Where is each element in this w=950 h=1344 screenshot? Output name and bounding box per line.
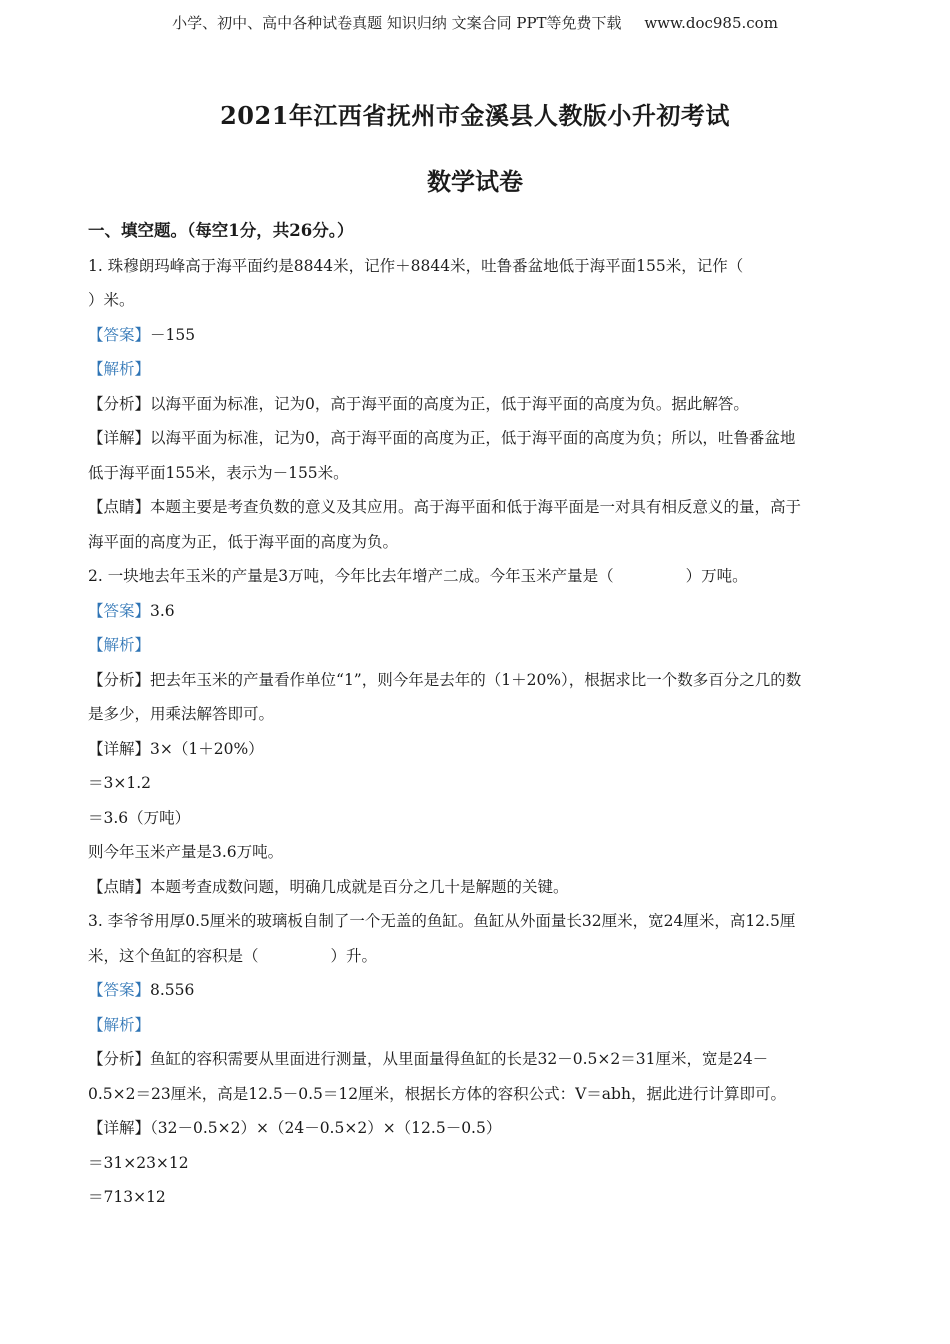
q3-stem-line1: 3. 李爷爷用厚0.5厘米的玻璃板自制了一个无盖的鱼缸。鱼缸从外面量长32厘米，宽24厘米，高12.5厘 [88, 912, 796, 930]
q2-review-text: 本题考查成数问题，明确几成就是百分之几十是解题的关键。 [150, 877, 569, 896]
q2-fenxi-text1: 把去年玉米的产量看作单位“1”，则今年是去年的（1＋20%），根据求比一个数多百分之几的数 [150, 670, 802, 689]
q3-stem-a: 米，这个鱼缸的容积是（ [88, 946, 259, 965]
fenxi-label: 【分析】 [88, 670, 151, 689]
answer-label: 【答案】 [88, 981, 151, 999]
q3-answer-value: 8.556 [150, 981, 195, 999]
fenxi-label: 【分析】 [88, 394, 151, 413]
q2-stem-a: 2. 一块地去年玉米的产量是3万吨，今年比去年增产二成。今年玉米产量是（ [88, 567, 614, 585]
q1-answer [88, 318, 868, 353]
q3-fenxi-line1 [88, 1042, 868, 1077]
q2-review [88, 870, 868, 905]
review-label: 【点睛】 [88, 877, 151, 896]
q3-stem-line2 [88, 939, 868, 974]
section-heading: 一、填空题。（每空1分，共26分。） [88, 221, 354, 240]
q2-fenxi-line1 [88, 663, 868, 698]
q3-fenxi-line2: 0.5×2＝23厘米，高是12.5－0.5＝12厘米，根据长方体的容积公式：V＝abh，据此进行计算即可。 [88, 1084, 786, 1103]
document-title: 2021年江西省抚州市金溪县人教版小升初考试 [220, 101, 730, 130]
q3-analysis-label [88, 1008, 868, 1043]
fenxi-label: 【分析】 [88, 1050, 151, 1068]
q1-stem-line2: ）米。 [88, 291, 135, 309]
q1-review-line1 [88, 490, 868, 525]
answer-label: 【答案】 [88, 601, 151, 620]
analysis-label: 【解析】 [88, 1015, 151, 1034]
detail-label: 【详解】 [88, 429, 151, 447]
q1-review-text1: 本题主要是考查负数的意义及其应用。高于海平面和低于海平面是一对具有相反意义的量，高于 [150, 498, 802, 516]
q1-fenxi [88, 387, 868, 422]
q2-answer [88, 594, 868, 629]
q1-detail-text1: 以海平面为标准，记为0，高于海平面的高度为正，低于海平面的高度为负；所以，吐鲁番盆地 [150, 429, 796, 447]
q2-detail-line3: ＝3.6（万吨） [88, 808, 191, 827]
q2-detail-line1 [88, 732, 868, 767]
analysis-label: 【解析】 [88, 360, 151, 378]
q1-review-line2: 海平面的高度为正，低于海平面的高度为负。 [88, 532, 399, 551]
q3-detail-text1: （32－0.5×2）×（24－0.5×2）×（12.5－0.5） [150, 1119, 502, 1137]
q3-detail-line3: ＝713×12 [88, 1188, 166, 1206]
q2-detail-text1: 3×（1＋20%） [150, 739, 264, 758]
q3-stem-b: ）升。 [330, 946, 378, 965]
detail-label: 【详解】 [88, 1119, 151, 1137]
detail-label: 【详解】 [88, 739, 151, 758]
q2-detail-line2: ＝3×1.2 [88, 774, 151, 792]
page-header [0, 12, 950, 33]
q3-detail-line1 [88, 1111, 868, 1146]
q1-detail-line1 [88, 421, 868, 456]
header-site-url[interactable]: www.doc985.com [644, 14, 778, 32]
q1-detail-line2: 低于海平面155米，表示为－155米。 [88, 463, 349, 482]
header-text: 小学、初中、高中各种试卷真题 知识归纳 文案合同 PPT等免费下载 [172, 14, 622, 32]
q2-detail-line4: 则今年玉米产量是3.6万吨。 [88, 843, 284, 861]
analysis-label: 【解析】 [88, 636, 151, 654]
q3-fenxi-text1: 鱼缸的容积需要从里面进行测量，从里面量得鱼缸的长是32－0.5×2＝31厘米，宽是24－ [150, 1050, 769, 1068]
document-body [88, 214, 868, 1215]
q2-analysis-label [88, 628, 868, 663]
q1-answer-value: －155 [150, 325, 196, 344]
q2-fenxi-line2: 是多少，用乘法解答即可。 [88, 705, 275, 723]
answer-label: 【答案】 [88, 325, 151, 344]
q2-stem [88, 559, 868, 594]
q3-detail-line2: ＝31×23×12 [88, 1153, 189, 1172]
q2-answer-value: 3.6 [150, 601, 175, 620]
review-label: 【点睛】 [88, 498, 151, 516]
q1-analysis-label [88, 352, 868, 387]
q2-stem-b: ）万吨。 [685, 567, 748, 585]
q1-stem-line1: 1. 珠穆朗玛峰高于海平面约是8844米，记作＋8844米，吐鲁番盆地低于海平面155米，记作（ [88, 256, 744, 275]
q3-answer [88, 973, 868, 1008]
q1-fenxi-text: 以海平面为标准，记为0，高于海平面的高度为正，低于海平面的高度为负。据此解答。 [150, 394, 749, 413]
document-subtitle: 数学试卷 [427, 167, 523, 196]
